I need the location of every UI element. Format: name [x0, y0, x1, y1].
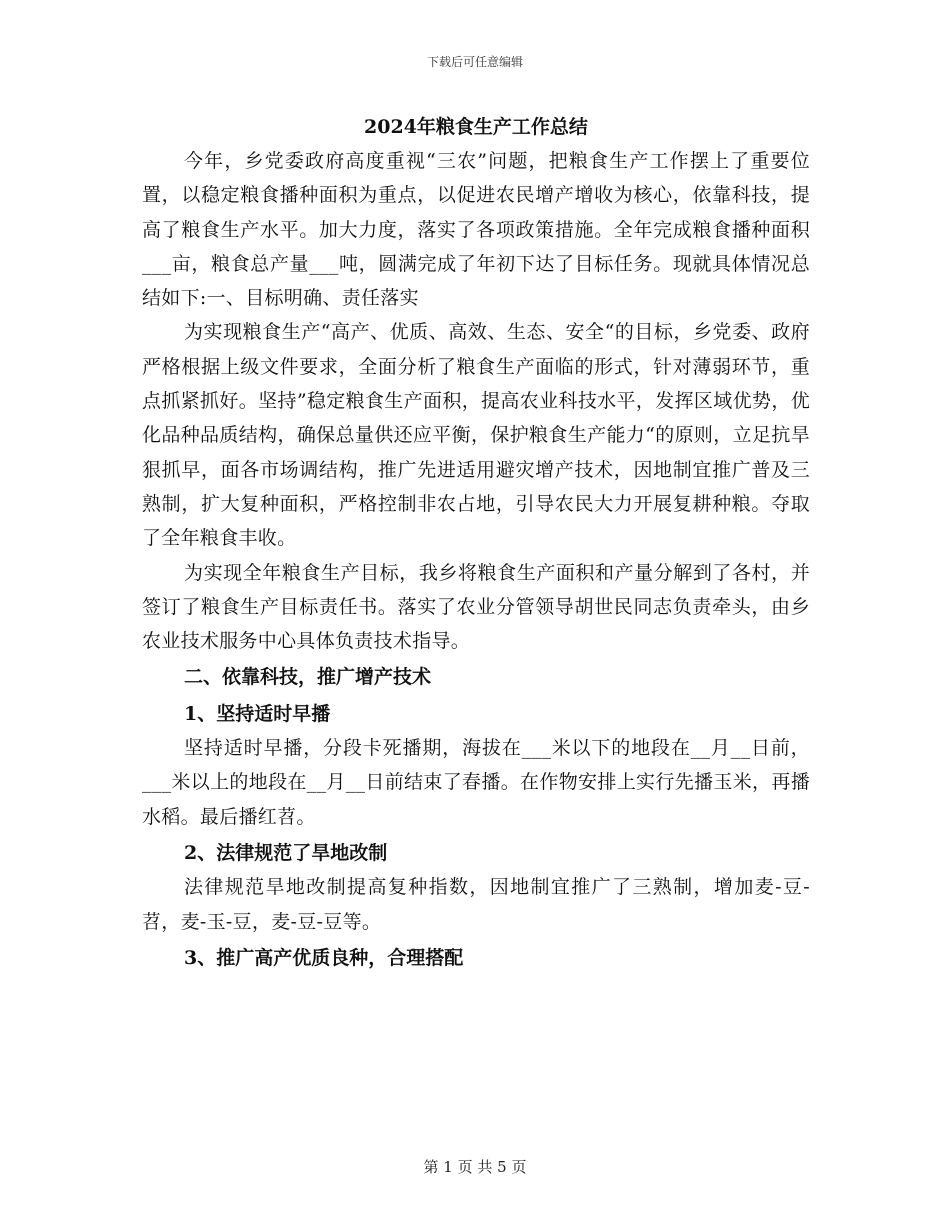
section-heading-technology: 二、依靠科技，推广增产技术 — [184, 666, 432, 689]
subheading-dryland-reform: 2、法律规范了旱地改制 — [184, 841, 388, 864]
subheading-quality-seeds: 3、推广高产优质良种，合理搭配 — [184, 946, 464, 969]
document-body — [142, 112, 810, 975]
page-header: 下载后可任意编辑 — [426, 55, 523, 69]
paragraph-dryland-reform: 法律规范旱地改制提高复种指数，因地制宜推广了三熟制，增加麦-豆-苕，麦-玉-豆，麦-豆-豆等。 — [142, 876, 810, 933]
document-title: 2024年粮食生产工作总结 — [364, 116, 588, 138]
page-footer: 第 1 页 共 5 页 — [423, 1158, 527, 1176]
subheading-early-sowing: 1、坚持适时早播 — [184, 702, 331, 725]
paragraph-intro: 今年，乡党委政府高度重视“三农”问题，把粮食生产工作摆上了重要位置，以稳定粮食播种面积为重点，以促进农民增产增收为核心，依靠科技，提高了粮食生产水平。加大力度，落实了各项政策措施。全年完成粮食播种面积___亩，粮食总产量___吨，圆满完成了年初下达了目标任务。现就具体情况总结如下:一、目标明确、责任落实 — [142, 150, 810, 310]
paragraph-goals: 为实现粮食生产“高产、优质、高效、生态、安全“的目标，乡党委、政府严格根据上级文件要求，全面分析了粮食生产面临的形式，针对薄弱环节，重点抓紧抓好。坚持”稳定粮食生产面积，提高农业科技水平，发挥区域优势，优化品种品质结构，确保总量供还应平衡，保护粮食生产能力“的原则，立足抗旱狠抓早，面各市场调结构，推广先进适用避灾增产技术，因地制宜推广普及三熟制，扩大复种面积，严格控制非农占地，引导农民大力开展复耕种粮。夺取了全年粮食丰收。 — [142, 321, 810, 550]
paragraph-responsibility: 为实现全年粮食生产目标，我乡将粮食生产面积和产量分解到了各村，并签订了粮食生产目标责任书。落实了农业分管领导胡世民同志负责牵头，由乡农业技术服务中心具体负责技术指导。 — [142, 561, 810, 653]
paragraph-early-sowing: 坚持适时早播，分段卡死播期，海拔在___米以下的地段在__月__日前，___米以上的地段在__月__日前结束了春播。在作物安排上实行先播玉米，再播水稻。最后播红苕。 — [142, 737, 810, 828]
